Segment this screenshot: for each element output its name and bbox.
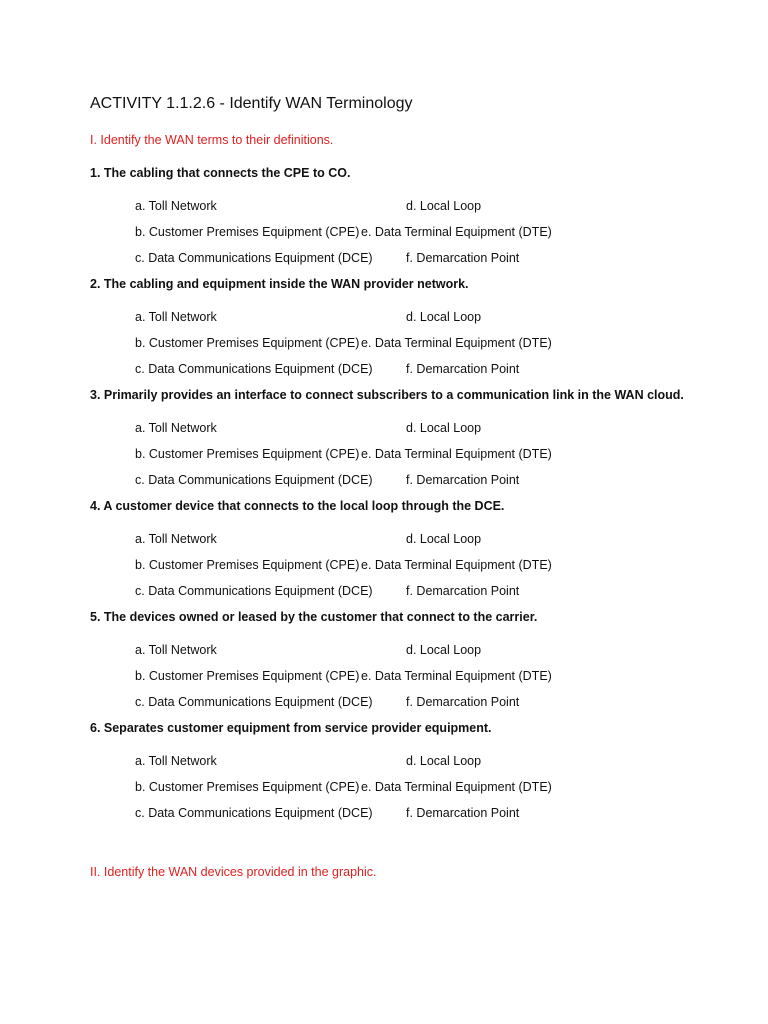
option-f: f. Demarcation Point [406,362,520,376]
option-a: a. Toll Network [135,421,217,435]
option-c: c. Data Communications Equipment (DCE) [135,362,373,376]
option-b: b. Customer Premises Equipment (CPE) [135,558,360,572]
question-5: 5. The devices owned or leased by the customer that connect to the carrier. [90,610,538,624]
option-f: f. Demarcation Point [406,806,520,820]
option-e: e. Data Terminal Equipment (DTE) [361,669,552,683]
option-a: a. Toll Network [135,643,217,657]
option-f: f. Demarcation Point [406,473,520,487]
option-b: b. Customer Premises Equipment (CPE) [135,336,360,350]
question-6: 6. Separates customer equipment from service provider equipment. [90,721,492,735]
option-a: a. Toll Network [135,532,217,546]
option-e: e. Data Terminal Equipment (DTE) [361,558,552,572]
option-a: a. Toll Network [135,754,217,768]
option-f: f. Demarcation Point [406,251,520,265]
option-c: c. Data Communications Equipment (DCE) [135,251,373,265]
option-e: e. Data Terminal Equipment (DTE) [361,780,552,794]
option-c: c. Data Communications Equipment (DCE) [135,473,373,487]
page-title: ACTIVITY 1.1.2.6 - Identify WAN Terminology [90,95,413,112]
question-3: 3. Primarily provides an interface to connect subscribers to a communication link in the WAN cloud. [90,388,684,402]
option-e: e. Data Terminal Equipment (DTE) [361,447,552,461]
option-c: c. Data Communications Equipment (DCE) [135,806,373,820]
section-1-instruction: I. Identify the WAN terms to their definitions. [90,133,334,147]
option-b: b. Customer Premises Equipment (CPE) [135,780,360,794]
option-d: d. Local Loop [406,310,482,324]
option-a: a. Toll Network [135,310,217,324]
option-b: b. Customer Premises Equipment (CPE) [135,447,360,461]
option-d: d. Local Loop [406,643,482,657]
option-d: d. Local Loop [406,199,482,213]
option-e: e. Data Terminal Equipment (DTE) [361,225,552,239]
question-1: 1. The cabling that connects the CPE to CO. [90,166,351,180]
option-a: a. Toll Network [135,199,217,213]
option-c: c. Data Communications Equipment (DCE) [135,584,373,598]
option-b: b. Customer Premises Equipment (CPE) [135,669,360,683]
option-f: f. Demarcation Point [406,584,520,598]
question-2: 2. The cabling and equipment inside the WAN provider network. [90,277,469,291]
option-d: d. Local Loop [406,421,482,435]
option-d: d. Local Loop [406,754,482,768]
option-c: c. Data Communications Equipment (DCE) [135,695,373,709]
question-4: 4. A customer device that connects to the local loop through the DCE. [90,499,505,513]
option-d: d. Local Loop [406,532,482,546]
option-b: b. Customer Premises Equipment (CPE) [135,225,360,239]
option-f: f. Demarcation Point [406,695,520,709]
option-e: e. Data Terminal Equipment (DTE) [361,336,552,350]
section-2-instruction: II. Identify the WAN devices provided in the graphic. [90,865,377,879]
